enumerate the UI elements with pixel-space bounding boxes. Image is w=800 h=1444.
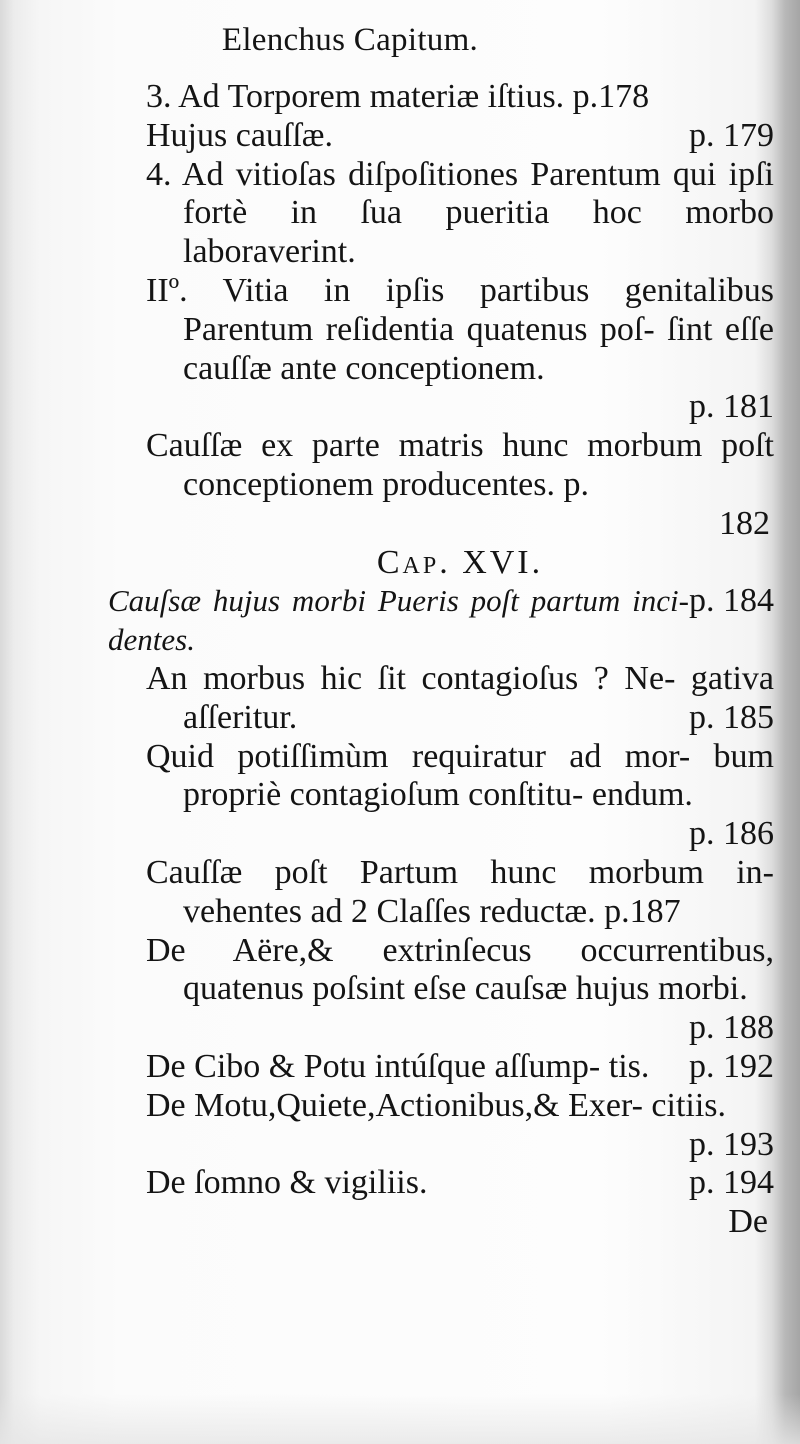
toc-entry (146, 117, 774, 156)
toc-entry (146, 78, 774, 117)
chapter-heading (108, 582, 774, 660)
toc-entry (146, 156, 774, 272)
page-shadow (0, 1394, 800, 1444)
entry-text: 3. Ad Torporem materiæ iſtius. p.178 (146, 78, 650, 115)
entry-page: p. 188 (689, 1009, 774, 1047)
toc-entry (146, 932, 774, 1048)
entry-text: Cauſsæ hujus morbi Pueris poſt partum inci- dentes. (108, 583, 689, 658)
entry-text: 4. Ad vitioſas diſpoſitiones Parentum qui ipſi fortè in ſua pueritia hoc morbo laboraverint. (146, 155, 774, 271)
toc-entry (146, 272, 774, 388)
chapter-title: Cap. XVI. (376, 543, 544, 581)
entry-text: Quid potiſſimùm requiratur ad mor- bum propriè contagioſum conſtitu- endum. (146, 737, 774, 814)
entry-page: p. 194 (689, 1164, 774, 1202)
toc-page-line (146, 388, 774, 427)
entry-text: De ſomno & vigiliis. (146, 1164, 428, 1202)
entry-page: p. 184 (689, 582, 774, 620)
entry-page: p. 192 (689, 1047, 774, 1085)
entry-page: p. 181 (689, 388, 774, 426)
catchword: De (728, 1203, 768, 1241)
entry-page: p. 193 (689, 1125, 774, 1163)
table-of-contents (108, 78, 774, 1242)
toc-entry (146, 738, 774, 854)
toc-entry (146, 1048, 774, 1087)
toc-entry (146, 854, 774, 932)
entry-text: Cauſſæ ex parte matris hunc morbum poſt conceptionem producentes. p. (146, 427, 774, 503)
entry-text: Hujus cauſſæ. (146, 116, 333, 154)
entry-page: 182 (719, 504, 770, 542)
entry-text: Cauſſæ poſt Partum hunc morbum in- vehentes ad 2 Claſſes reductæ. p.187 (146, 853, 774, 930)
toc-page-line (146, 505, 774, 544)
entry-text: De Motu,Quiete,Actionibus,& Exer- citiis. (146, 1086, 727, 1124)
toc-entry (146, 427, 774, 505)
toc-entry (146, 1087, 774, 1165)
toc-entry (146, 660, 774, 738)
entry-page: p. 185 (689, 698, 774, 736)
page-header: Elenchus Capitum. (221, 22, 479, 58)
entry-text: De Cibo & Potu intúſque aſſump- tis. (146, 1047, 650, 1085)
entry-page: p. 186 (689, 815, 774, 853)
entry-text: De Aëre,& extrinſecus occurrentibus, quatenus poſsint eſse cauſsæ hujus morbi. (146, 931, 774, 1008)
toc-entry (146, 1164, 774, 1203)
entry-page: p. 179 (689, 116, 774, 154)
entry-text: An morbus hic ſit contagioſus ? Ne- gativa aſſeritur. (146, 659, 774, 736)
entry-text: IIº. Vitia in ipſis partibus genitalibus Parentum reſidentia quatenus poſ- ſint eſſe cauſſæ ante conceptionem. (146, 271, 774, 387)
